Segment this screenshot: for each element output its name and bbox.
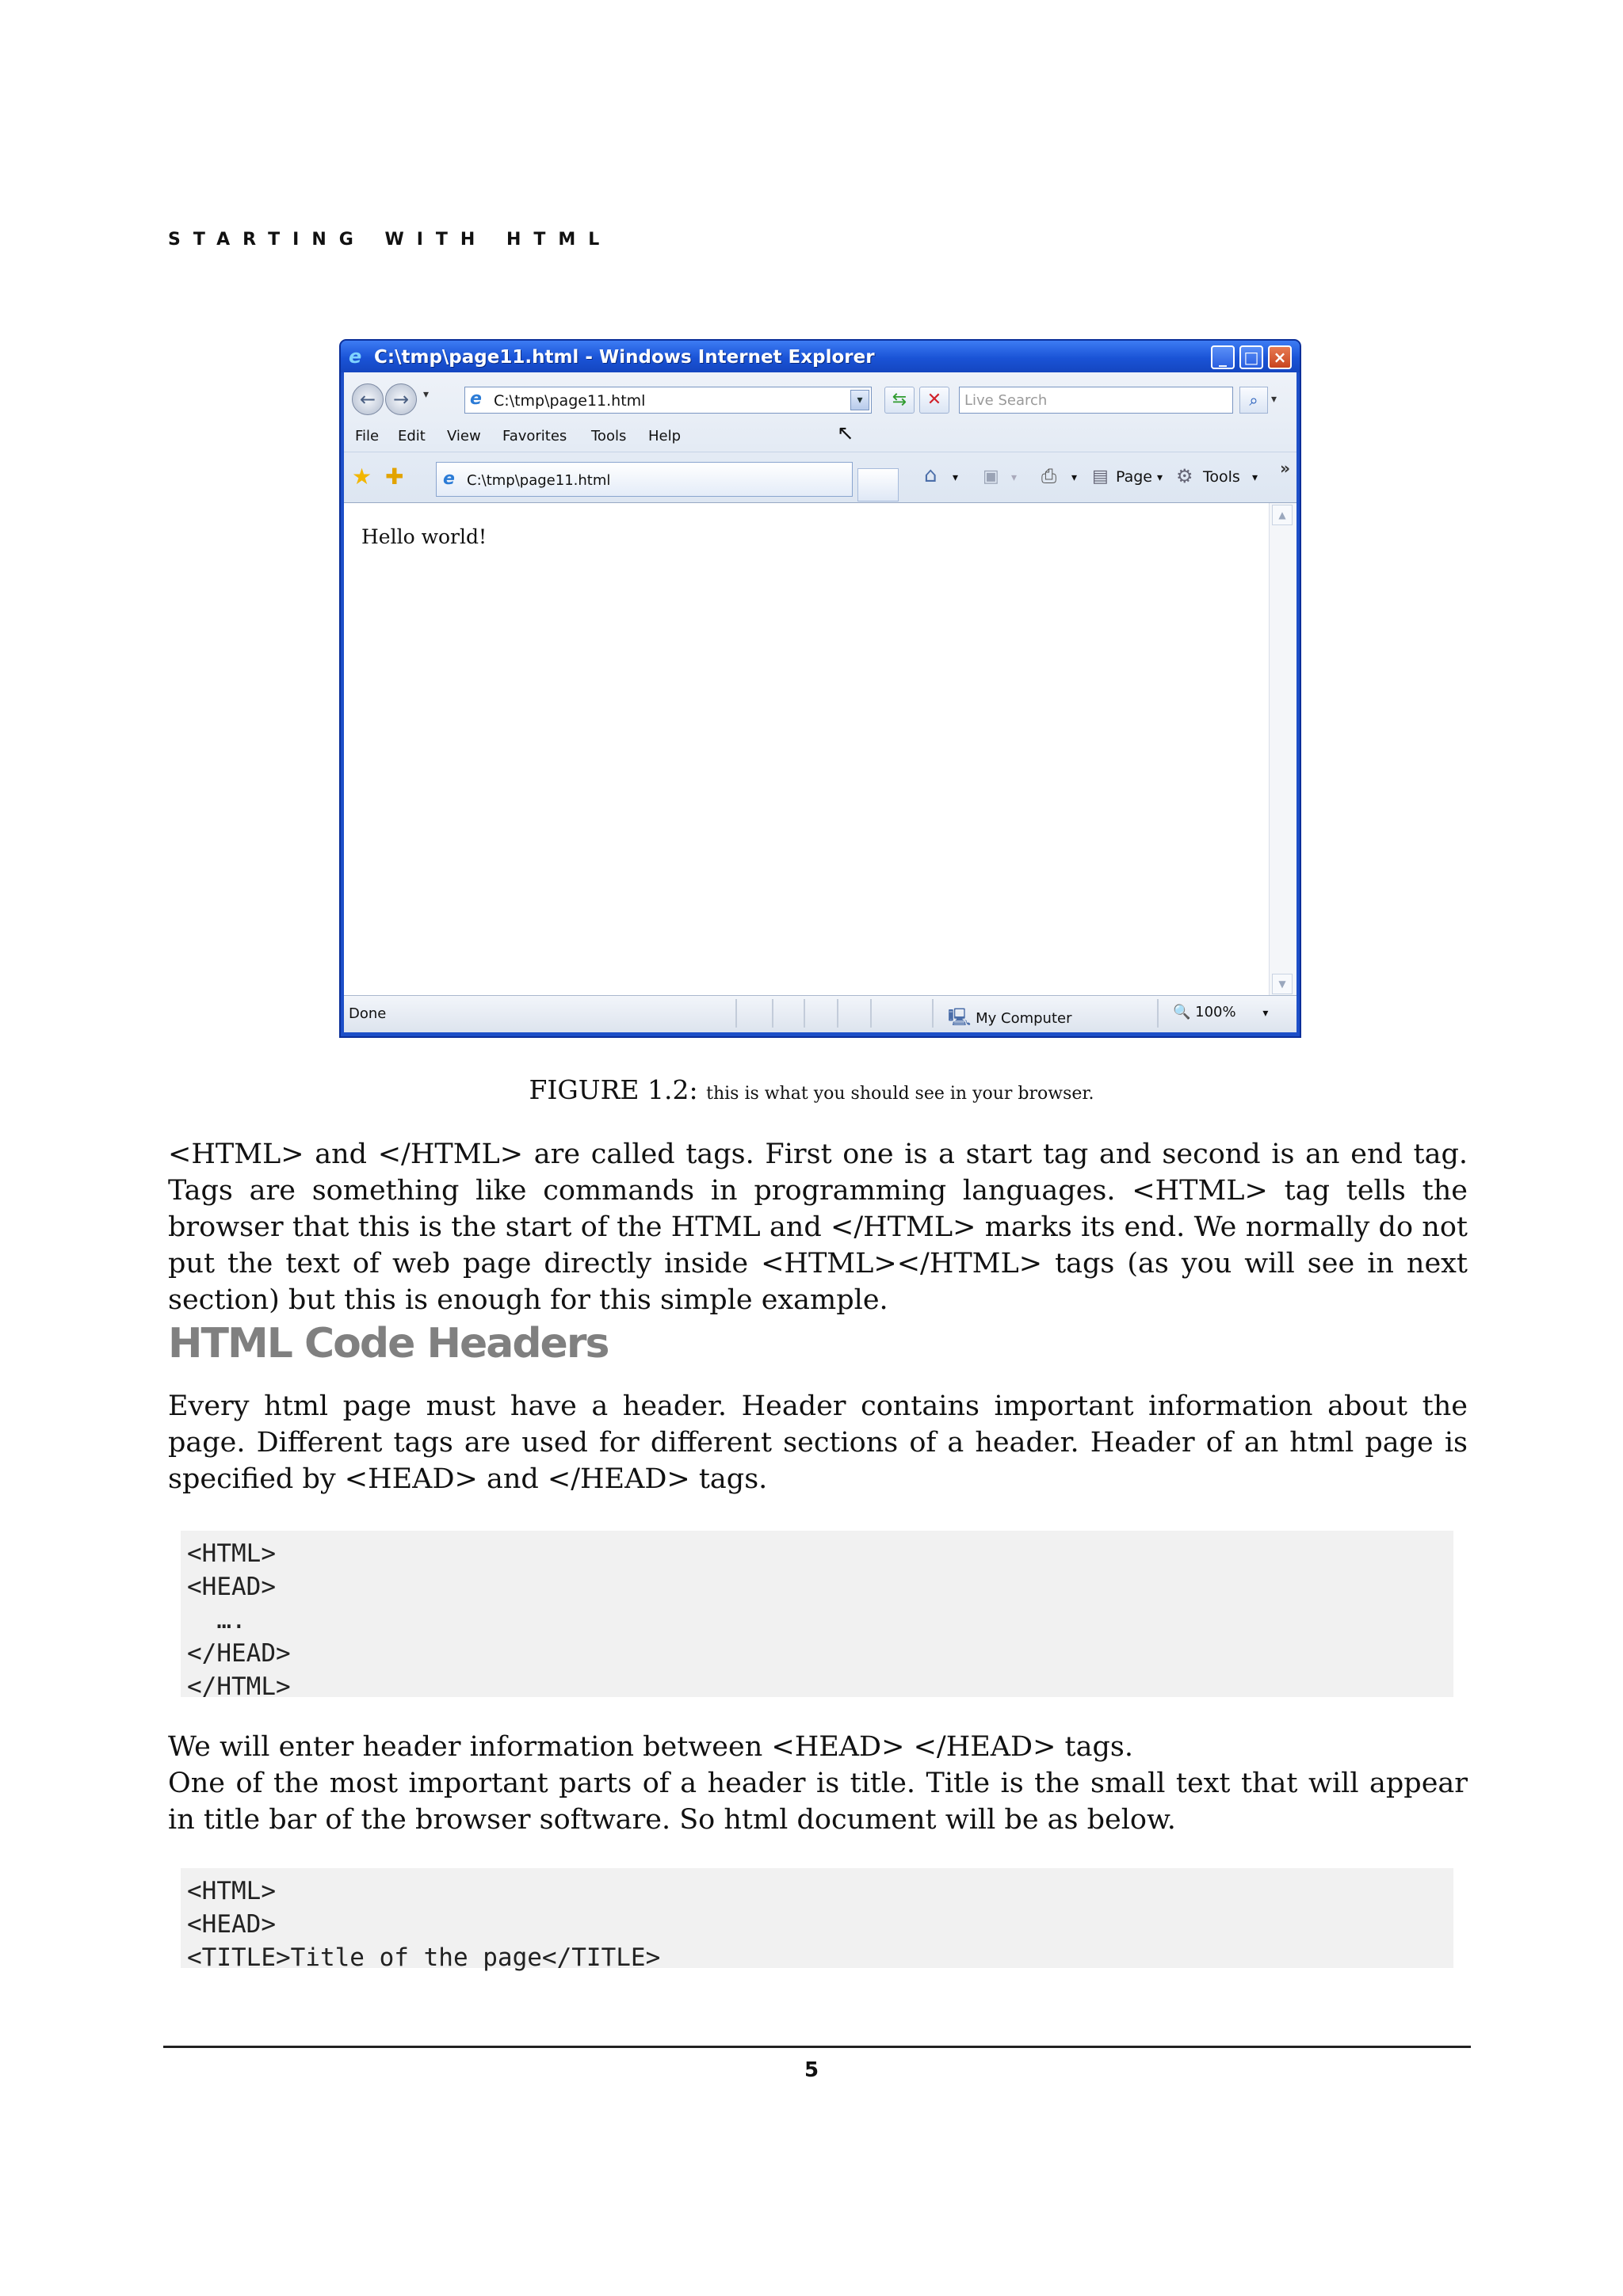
- code-line: <HEAD>: [187, 1910, 276, 1939]
- code-example-head: [181, 1531, 1453, 1701]
- favorites-center-star-icon[interactable]: ★: [352, 463, 372, 490]
- code-line: </HTML>: [187, 1672, 291, 1701]
- page-dropdown-icon[interactable]: ▾: [1157, 471, 1163, 484]
- address-dropdown-button[interactable]: ▾: [850, 390, 869, 410]
- code-example-title: [181, 1868, 1453, 1972]
- code-line: <TITLE>Title of the page</TITLE>: [187, 1943, 661, 1972]
- code-line: </HEAD>: [187, 1639, 291, 1668]
- menu-bar: [344, 423, 1296, 448]
- browser-window-title: C:\tmp\page11.html - Windows Internet Explorer: [374, 347, 875, 368]
- tools-dropdown-icon[interactable]: ▾: [1252, 471, 1258, 484]
- menu-help[interactable]: Help: [648, 428, 682, 444]
- tab-page11[interactable]: [436, 462, 853, 497]
- status-divider: [735, 999, 737, 1028]
- home-icon[interactable]: ⌂: [924, 463, 938, 487]
- mouse-cursor-icon: ↖: [837, 421, 854, 445]
- code-line: <HTML>: [187, 1877, 276, 1905]
- print-icon[interactable]: ⎙: [1041, 465, 1057, 487]
- forward-button[interactable]: →: [385, 383, 417, 415]
- scroll-up-icon[interactable]: ▲: [1272, 505, 1293, 525]
- section-heading: HTML Code Headers: [168, 1320, 609, 1367]
- paragraph-line: We will enter header information between <HEAD> </HEAD> tags.: [168, 1731, 1133, 1763]
- menu-file[interactable]: File: [355, 428, 380, 444]
- tab-label: C:\tmp\page11.html: [467, 472, 611, 489]
- page-icon: ▤: [1092, 467, 1109, 486]
- paragraph-header-intro: Every html page must have a header. Header contains important information about the page. Different tags are used for different sections of a header. Header of an html page is specified by <HEAD> and </HEAD> tags.: [168, 1390, 1468, 1495]
- figure-label: FIGURE 1.2:: [529, 1074, 698, 1105]
- footer-rule: [163, 2046, 1471, 2048]
- recent-pages-dropdown-icon[interactable]: ▾: [423, 388, 430, 401]
- feeds-icon[interactable]: ▣: [983, 467, 999, 486]
- status-divider: [1157, 999, 1159, 1028]
- ie-page-icon: e: [470, 389, 482, 409]
- search-options-dropdown-icon[interactable]: ▾: [1271, 393, 1277, 406]
- security-zone: [948, 1004, 1071, 1034]
- status-divider: [772, 999, 773, 1028]
- code-line: <HEAD>: [187, 1573, 276, 1601]
- favorites-tab-bar: [344, 452, 1296, 500]
- ie-logo-icon: e: [349, 345, 362, 368]
- paragraph-title-intro: [168, 1729, 1468, 1838]
- zoom-dropdown-icon[interactable]: ▾: [1262, 1007, 1269, 1020]
- menu-edit[interactable]: Edit: [398, 428, 426, 444]
- status-divider: [804, 999, 805, 1028]
- running-head: STARTING WITH HTML: [168, 230, 613, 250]
- gear-icon: ⚙: [1176, 465, 1193, 487]
- menu-tools[interactable]: Tools: [591, 428, 627, 444]
- zoom-control[interactable]: [1173, 1004, 1268, 1020]
- scroll-down-icon[interactable]: ▼: [1272, 974, 1293, 994]
- add-favorites-star-icon[interactable]: ✚: [385, 463, 404, 490]
- maximize-button[interactable]: □: [1239, 345, 1263, 369]
- browser-toolbar-area: [344, 372, 1296, 502]
- page-content-text: Hello world!: [361, 525, 487, 548]
- figure-caption: [0, 1074, 1623, 1105]
- page-menu-button[interactable]: Page: [1116, 468, 1152, 486]
- browser-screenshot: [339, 339, 1301, 1038]
- search-input[interactable]: Live Search: [959, 387, 1233, 414]
- zoom-magnifier-icon: 🔍: [1173, 1004, 1191, 1020]
- browser-content: [344, 502, 1296, 996]
- vertical-scrollbar[interactable]: [1269, 503, 1296, 996]
- browser-titlebar: [341, 341, 1300, 372]
- stop-button[interactable]: ✕: [919, 387, 949, 414]
- refresh-button[interactable]: ⇆: [884, 387, 915, 414]
- status-divider: [870, 999, 872, 1028]
- status-text: Done: [349, 1005, 387, 1022]
- status-bar: [344, 995, 1296, 1032]
- page-number: 5: [804, 2058, 819, 2082]
- feeds-dropdown-icon[interactable]: ▾: [1011, 471, 1018, 484]
- back-button[interactable]: ←: [352, 383, 384, 415]
- status-divider: [837, 999, 838, 1028]
- new-tab-button[interactable]: [857, 468, 899, 502]
- figure-caption-text: this is what you should see in your browser.: [706, 1084, 1094, 1104]
- home-dropdown-icon[interactable]: ▾: [953, 471, 959, 484]
- menu-favorites[interactable]: Favorites: [502, 428, 567, 444]
- paragraph-tags-intro: <HTML> and </HTML> are called tags. First one is a start tag and second is an end tag. Tags are something like commands in programming languages. <HTML> tag tells the browser that this is the start of the HTML and </HTML> marks its end. We normally do not put the text of web page directly inside <HTML></HTML> tags (as you will see in next section) but this is enough for this simple example.: [168, 1138, 1468, 1316]
- paragraph-line: One of the most important parts of a header is title. Title is the small text that will appear in title bar of the browser software. So html document will be as below.: [168, 1768, 1468, 1836]
- tools-menu-button[interactable]: Tools: [1203, 468, 1240, 486]
- address-bar[interactable]: [464, 387, 872, 414]
- code-line: <HTML>: [187, 1539, 276, 1568]
- address-text: C:\tmp\page11.html: [494, 392, 646, 410]
- status-divider: [932, 999, 934, 1028]
- computer-icon: 🖳: [948, 1008, 972, 1028]
- search-button[interactable]: ⌕: [1239, 387, 1268, 414]
- zoom-level: 100%: [1195, 1004, 1236, 1020]
- chevron-more-icon[interactable]: »: [1280, 459, 1290, 478]
- code-line: ….: [187, 1606, 246, 1634]
- print-dropdown-icon[interactable]: ▾: [1071, 471, 1078, 484]
- menu-view[interactable]: View: [447, 428, 481, 444]
- zone-label: My Computer: [976, 1010, 1072, 1027]
- ie-tab-icon: e: [443, 469, 455, 489]
- minimize-button[interactable]: _: [1211, 345, 1235, 369]
- close-button[interactable]: ×: [1268, 345, 1292, 369]
